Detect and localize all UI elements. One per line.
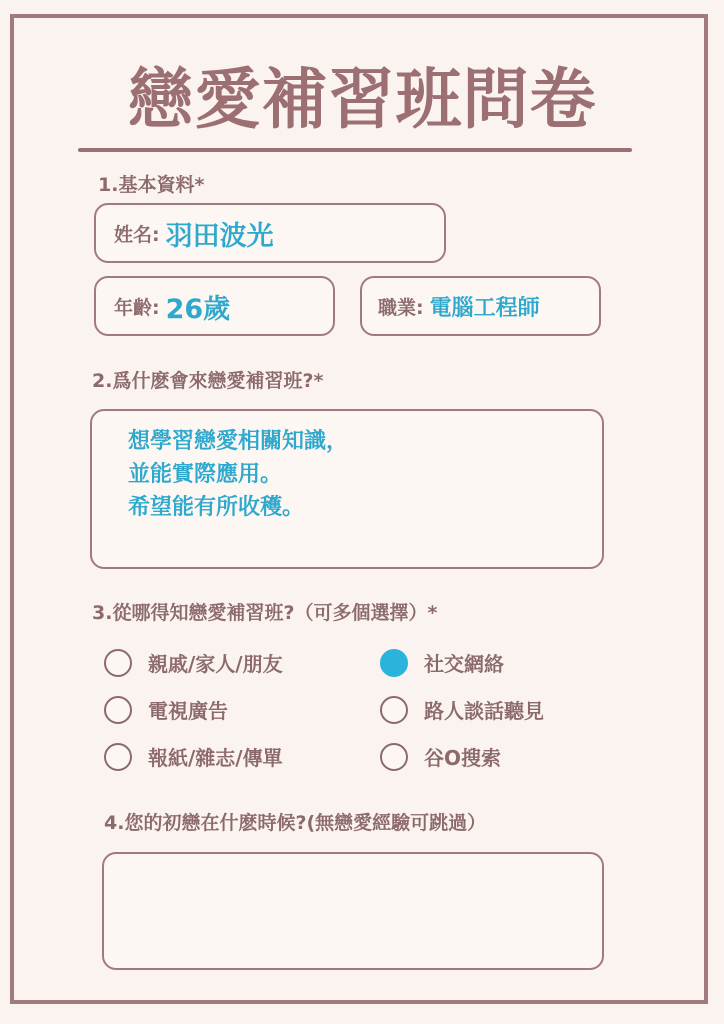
reason-line: 並能實際應用。	[128, 462, 283, 487]
option-label: 報紙/雜志/傳單	[148, 746, 283, 770]
age-value: 26歲	[165, 293, 231, 325]
question-2-label: 2.爲什麽會來戀愛補習班?*	[92, 370, 324, 392]
option-search-engine[interactable]	[380, 742, 501, 771]
option-relatives[interactable]	[104, 648, 283, 677]
question-4-label: 4.您的初戀在什麽時候?(無戀愛經驗可跳過）	[104, 812, 487, 834]
reason-line: 想學習戀愛相關知識，	[128, 429, 349, 454]
question-3-label: 3.從哪得知戀愛補習班?（可多個選擇）*	[92, 602, 438, 624]
option-label: 社交網絡	[424, 652, 504, 676]
radio-relatives[interactable]	[104, 649, 132, 677]
reason-textarea[interactable]	[90, 409, 604, 569]
option-label: 谷O搜索	[424, 746, 502, 770]
option-social-network[interactable]	[380, 648, 504, 677]
name-label: 姓名:	[114, 223, 160, 246]
job-label: 職業:	[378, 296, 424, 319]
radio-social-network[interactable]	[380, 649, 408, 677]
option-print-media[interactable]	[104, 742, 283, 771]
radio-tv-ads[interactable]	[104, 696, 132, 724]
age-label: 年齡:	[114, 296, 160, 319]
option-label: 親戚/家人/朋友	[148, 652, 283, 676]
question-1-label: 1.基本資料*	[98, 174, 205, 196]
name-value: 羽田波光	[165, 220, 274, 252]
page-title: 戀愛補習班問卷	[127, 61, 597, 138]
option-label: 電視廣告	[148, 699, 228, 723]
job-value: 電腦工程師	[429, 295, 540, 321]
age-field[interactable]	[94, 276, 335, 336]
job-field[interactable]	[360, 276, 601, 336]
reason-line: 希望能有所收穫。	[128, 495, 305, 520]
option-tv-ads[interactable]	[104, 695, 228, 724]
radio-search-engine[interactable]	[380, 743, 408, 771]
option-overheard[interactable]	[380, 695, 544, 724]
title-divider	[78, 148, 632, 152]
reason-answer	[128, 425, 348, 524]
radio-overheard[interactable]	[380, 696, 408, 724]
name-field[interactable]	[94, 203, 446, 263]
first-love-textarea[interactable]	[102, 852, 604, 970]
radio-print-media[interactable]	[104, 743, 132, 771]
option-label: 路人談話聽見	[424, 699, 544, 723]
